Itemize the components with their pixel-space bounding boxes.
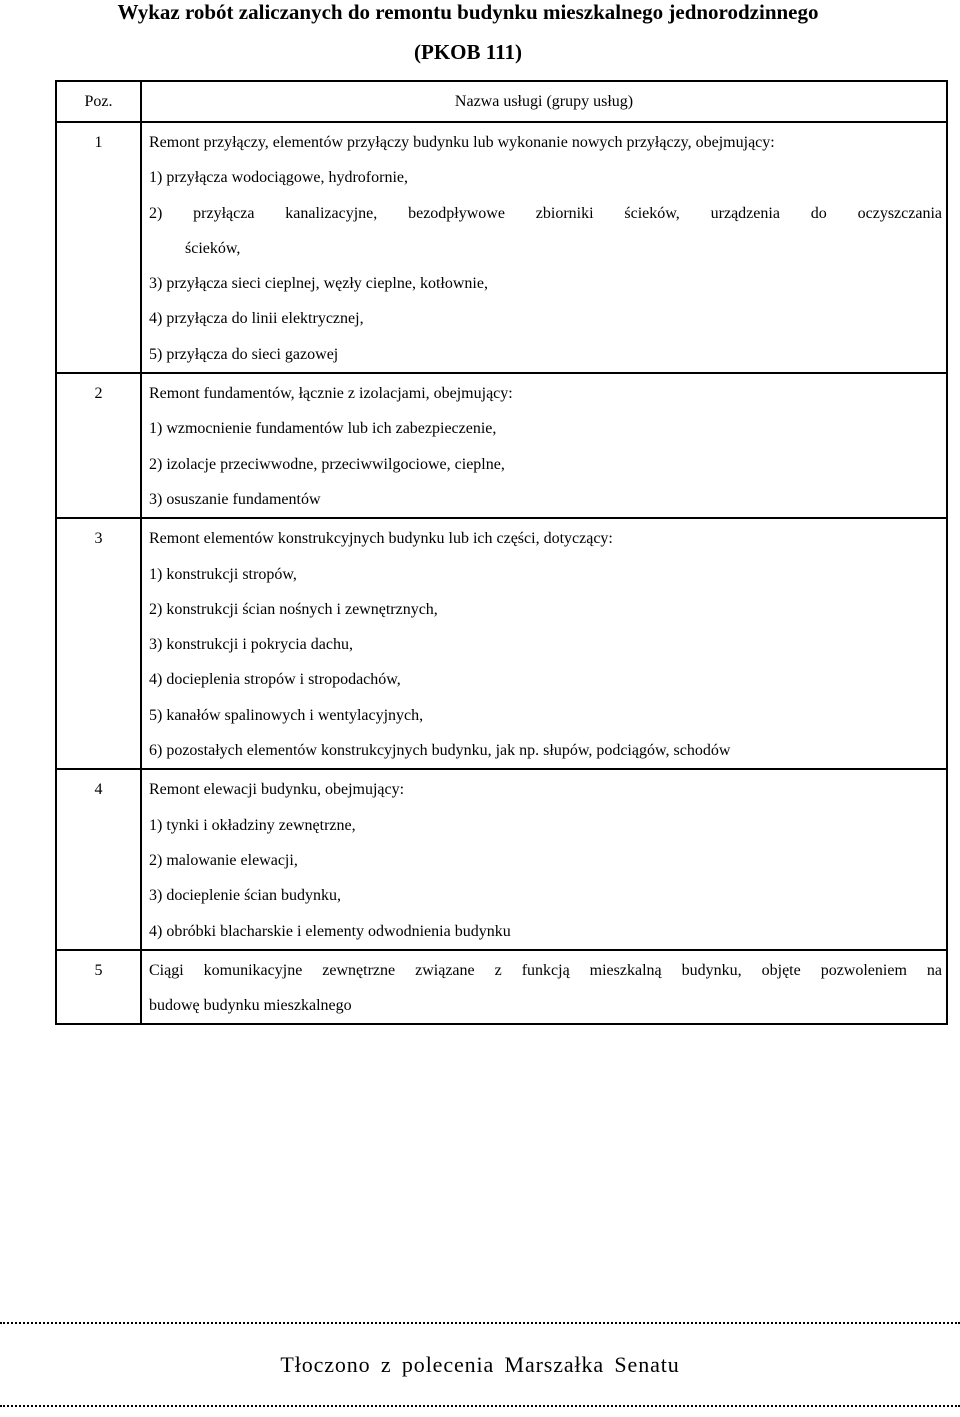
row-line: Ciągi komunikacyjne zewnętrzne związane z funkcją mieszkalną budynku, objęte pozwoleniem na bbox=[149, 961, 942, 979]
dotted-separator bbox=[0, 1322, 960, 1334]
row-line: 5) przyłącza do sieci gazowej bbox=[149, 345, 339, 363]
row-line: 2) malowanie elewacji, bbox=[149, 851, 298, 869]
row-number: 3 bbox=[56, 518, 141, 769]
row-line: 3) docieplenie ścian budynku, bbox=[149, 887, 341, 905]
row-line: 1) wzmocnienie fundamentów lub ich zabezpieczenie, bbox=[149, 420, 497, 438]
row-line: 2) przyłącza kanalizacyjne, bezodpływowe zbiorniki ścieków, urządzenia do oczyszczania bbox=[149, 204, 942, 222]
row-description bbox=[141, 518, 947, 769]
row-line: 4) docieplenia stropów i stropodachów, bbox=[149, 671, 401, 689]
table-row bbox=[56, 122, 947, 373]
row-number: 4 bbox=[56, 769, 141, 949]
row-description bbox=[141, 950, 947, 1025]
document-subtitle: (PKOB 111) bbox=[414, 40, 522, 64]
table-header-row bbox=[56, 81, 947, 122]
row-number: 1 bbox=[56, 122, 141, 373]
row-line: 6) pozostałych elementów konstrukcyjnych budynku, jak np. słupów, podciągów, schodów bbox=[149, 742, 731, 760]
footer-note: Tłoczono z polecenia Marszałka Senatu bbox=[280, 1352, 680, 1377]
row-number: 5 bbox=[56, 950, 141, 1025]
row-line: Remont elementów konstrukcyjnych budynku lub ich części, dotyczący: bbox=[149, 530, 613, 548]
header-poz: Poz. bbox=[56, 81, 141, 122]
header-nazwa-uslugi: Nazwa usługi (grupy usług) bbox=[141, 81, 947, 122]
row-line: 3) konstrukcji i pokrycia dachu, bbox=[149, 636, 353, 654]
table-row bbox=[56, 950, 947, 1025]
row-number: 2 bbox=[56, 373, 141, 518]
row-line: 1) konstrukcji stropów, bbox=[149, 565, 297, 583]
row-line: budowę budynku mieszkalnego bbox=[149, 997, 352, 1015]
row-line: Remont elewacji budynku, obejmujący: bbox=[149, 781, 405, 799]
works-table bbox=[55, 80, 948, 1025]
row-line: 4) obróbki blacharskie i elementy odwodnienia budynku bbox=[149, 922, 511, 940]
row-description bbox=[141, 769, 947, 949]
table-row bbox=[56, 769, 947, 949]
document-title: Wykaz robót zaliczanych do remontu budynku mieszkalnego jednorodzinnego bbox=[117, 0, 819, 24]
row-line: Remont przyłączy, elementów przyłączy budynku lub wykonanie nowych przyłączy, obejmujący: bbox=[149, 134, 775, 151]
table-row bbox=[56, 373, 947, 518]
row-description bbox=[141, 122, 947, 373]
row-line: Remont fundamentów, łącznie z izolacjami, obejmujący: bbox=[149, 385, 513, 403]
row-line: 2) konstrukcji ścian nośnych i zewnętrznych, bbox=[149, 600, 438, 618]
row-line: 5) kanałów spalinowych i wentylacyjnych, bbox=[149, 706, 424, 724]
row-line: 1) tynki i okładziny zewnętrzne, bbox=[149, 816, 356, 834]
row-line: ścieków, bbox=[185, 239, 241, 257]
dotted-separator-bottom bbox=[0, 1405, 960, 1407]
row-line: 2) izolacje przeciwwodne, przeciwwilgociowe, cieplne, bbox=[149, 455, 505, 473]
row-description bbox=[141, 373, 947, 518]
row-line: 4) przyłącza do linii elektrycznej, bbox=[149, 310, 364, 328]
row-line: 3) przyłącza sieci cieplnej, węzły cieplne, kotłownie, bbox=[149, 275, 488, 293]
row-line: 1) przyłącza wodociągowe, hydrofornie, bbox=[149, 169, 408, 187]
row-line: 3) osuszanie fundamentów bbox=[149, 490, 321, 508]
table-row bbox=[56, 518, 947, 769]
